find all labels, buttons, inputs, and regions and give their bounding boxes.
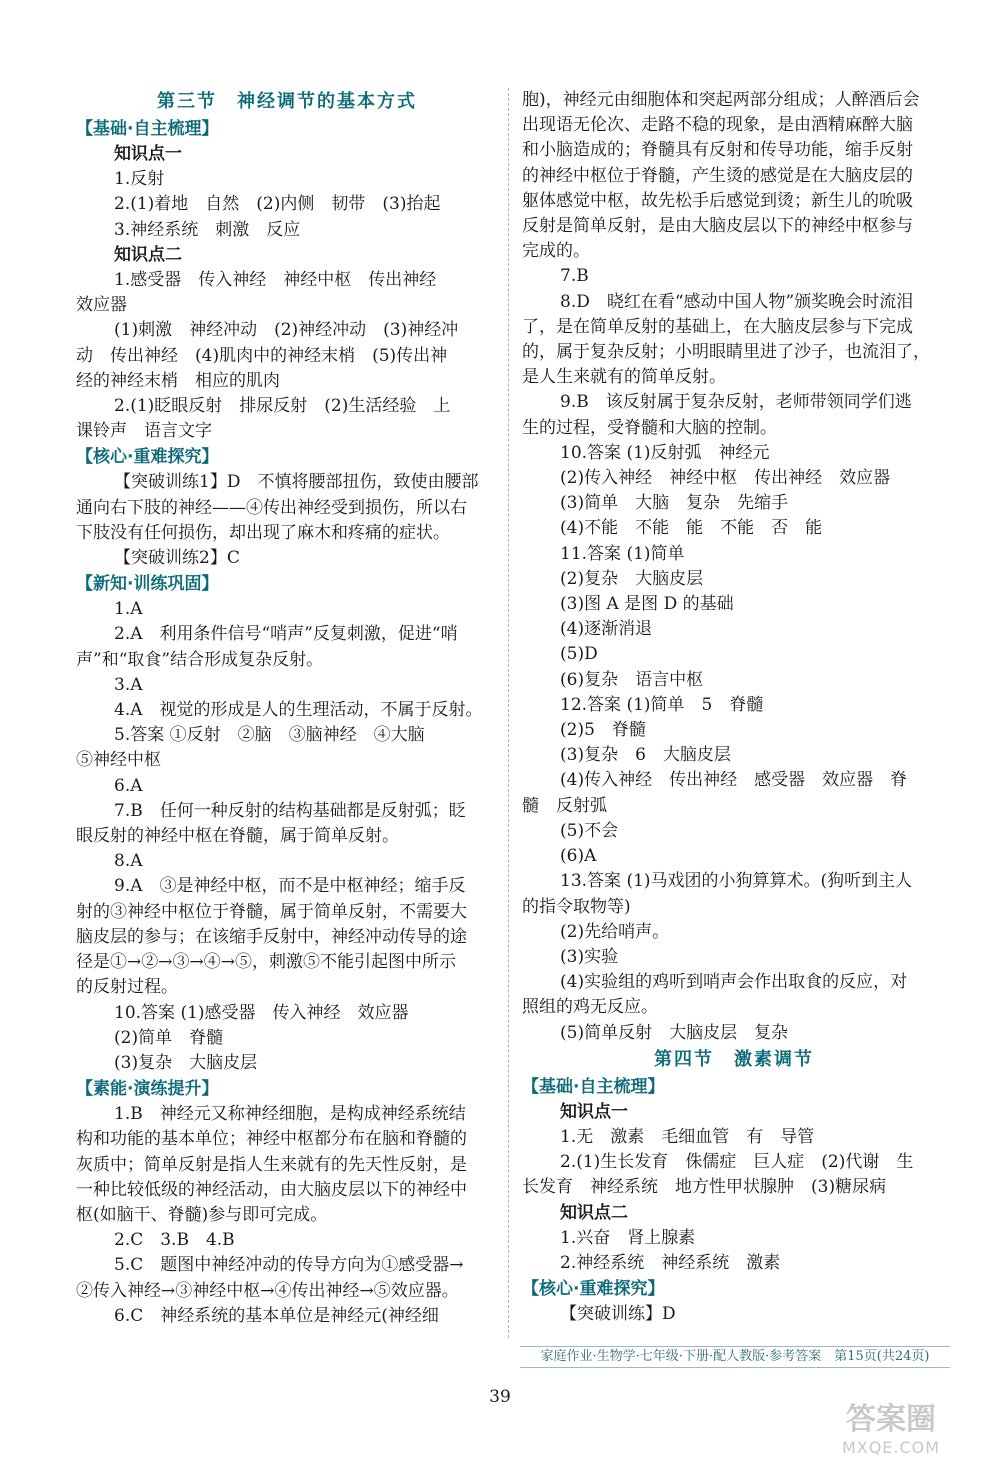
text-line: 2.(1)生长发育 侏儒症 巨人症 (2)代谢 生: [560, 1152, 914, 1173]
text-line: 1.反射: [114, 169, 165, 190]
text-line: 9.A ③是神经中枢，而不是中枢神经；缩手反: [114, 876, 466, 897]
text-line: 2.(1)眨眼反射 排尿反射 (2)生活经验 上: [114, 396, 451, 417]
text-line: 一种比较低级的神经活动，由大脑皮层以下的神经中: [76, 1179, 467, 1200]
text-line: 1.A: [114, 599, 143, 620]
watermark-logo: [806, 1402, 976, 1462]
text-line: (4)实验组的鸡听到哨声会作出取食的反应，对: [560, 972, 908, 993]
text-line: (4)传入神经 传出神经 感受器 效应器 脊: [560, 770, 908, 791]
text-line: (3)复杂 6 大脑皮层: [560, 745, 731, 766]
text-line: (3)复杂 大脑皮层: [114, 1052, 258, 1073]
column-divider: [508, 88, 509, 1338]
text-line: 下肢没有任何损伤，却出现了麻木和疼痛的症状。: [76, 522, 450, 543]
text-line: 11.答案 (1)简单: [560, 543, 685, 564]
text-line: 动 传出神经 (4)肌肉中的神经末梢 (5)传出神: [76, 345, 448, 366]
text-line: 【突破训练2】C: [114, 548, 240, 569]
text-line: 知识点二: [114, 244, 182, 265]
right-column: [522, 88, 946, 1327]
text-line: 9.B 该反射属于复杂反射，老师带领同学们逃: [560, 392, 912, 413]
text-line: (2)5 脊髓: [560, 720, 646, 741]
text-line: 出现语无伦次、走路不稳的现象，是由酒精麻醉大脑: [522, 115, 913, 136]
text-line: 7.B: [560, 266, 589, 287]
text-line: 胞)，神经元由细胞体和突起两部分组成；人醉酒后会: [522, 90, 920, 110]
text-line: 2.C 3.B 4.B: [114, 1230, 235, 1251]
text-line: (4)逐渐消退: [560, 619, 653, 640]
text-line: 的神经中枢位于脊髓，产生烫的感觉是在大脑皮层的: [522, 165, 913, 186]
text-line: 脑皮层的参与；在该缩手反射中，神经冲动传导的途: [76, 926, 467, 947]
text-line: (2)简单 脊髓: [114, 1027, 224, 1048]
text-line: 构和功能的基本单位；神经中枢都分布在脑和脊髓的: [76, 1129, 467, 1150]
text-line: 8.D 晓红在看“感动中国人物”颁奖晚会时流泪: [560, 291, 914, 312]
section-header: 【基础·自主梳理】: [522, 1076, 665, 1097]
text-line: 12.答案 (1)简单 5 脊髓: [560, 694, 764, 715]
text-line: 的反射过程。: [76, 977, 178, 998]
text-line: ⑤神经中枢: [76, 750, 161, 771]
section-title: 第四节 激素调节: [654, 1048, 814, 1070]
text-line: (5)D: [560, 644, 598, 665]
text-line: 10.答案 (1)感受器 传入神经 效应器: [114, 1002, 409, 1023]
text-line: 【突破训练1】D 不慎将腰部扭伤，致使由腰部: [114, 472, 479, 493]
text-line: (1)刺激 神经冲动 (2)神经冲动 (3)神经冲: [114, 320, 459, 341]
text-line: 1.兴奋 肾上腺素: [560, 1227, 696, 1248]
text-line: 课铃声 语言文字: [76, 421, 212, 442]
text-line: 知识点一: [560, 1101, 628, 1122]
text-line: 7.B 任何一种反射的结构基础都是反射弧；眨: [114, 800, 466, 821]
text-line: 1.无 激素 毛细血管 有 导管: [560, 1126, 815, 1147]
text-line: (5)不会: [560, 820, 619, 841]
text-line: 的，属于复杂反射；小明眼睛里进了沙子，也流泪了，: [522, 342, 930, 363]
text-line: 【突破训练】D: [560, 1304, 676, 1325]
text-line: (3)实验: [560, 946, 619, 967]
text-line: 髓 反射弧: [522, 795, 607, 816]
text-line: (4)不能 不能 能 不能 否 能: [560, 518, 823, 539]
text-line: 生的过程，受脊髓和大脑的控制。: [522, 417, 777, 438]
text-line: 8.A: [114, 851, 143, 872]
left-column: [76, 88, 498, 1329]
text-line: 完成的。: [522, 241, 590, 262]
text-line: 3.神经系统 刺激 反应: [114, 219, 301, 240]
section-title: 第三节 神经调节的基本方式: [157, 91, 417, 112]
text-line: (2)复杂 大脑皮层: [560, 568, 704, 589]
text-line: 通向右下肢的神经——④传出神经受到损伤，所以右: [76, 497, 467, 518]
text-line: 1.感受器 传入神经 神经中枢 传出神经: [114, 270, 437, 291]
text-line: (2)先给哨声。: [560, 921, 670, 942]
section-header: 【新知·训练巩固】: [76, 574, 219, 595]
text-line: 枢(如脑干、脊髓)参与即可完成。: [76, 1204, 328, 1225]
section-header: 【素能·演练提升】: [76, 1079, 219, 1100]
watermark-text: 答案圈: [846, 1402, 936, 1437]
text-line: 4.A 视觉的形成是人的生理活动，不属于反射。: [114, 700, 483, 721]
watermark-url: MXQE.COM: [841, 1438, 941, 1457]
text-line: (6)A: [560, 846, 597, 867]
text-line: 13.答案 (1)马戏团的小狗算算术。(狗听到主人: [560, 871, 913, 892]
text-line: 5.答案 ①反射 ②脑 ③脑神经 ④大脑: [114, 725, 425, 746]
text-line: 眼反射的神经中枢在脊髓，属于简单反射。: [76, 826, 399, 847]
text-line: 的指令取物等): [522, 896, 631, 917]
text-line: 反射是简单反射，是由大脑皮层以下的神经中枢参与: [522, 216, 913, 237]
text-line: 6.A: [114, 775, 143, 796]
text-line: 径是①→②→③→④→⑤，刺激⑤不能引起图中所示: [76, 952, 456, 973]
text-line: 经的神经末梢 相应的肌肉: [76, 370, 280, 391]
text-line: 3.A: [114, 674, 143, 695]
text-line: 灰质中；简单反射是指人生来就有的先天性反射，是: [76, 1154, 467, 1175]
text-line: 6.C 神经系统的基本单位是神经元(神经细: [114, 1305, 439, 1326]
section-header: 【核心·重难探究】: [522, 1279, 665, 1300]
text-line: ②传入神经→③神经中枢→④传出神经→⑤效应器。: [76, 1280, 459, 1301]
text-line: (6)复杂 语言中枢: [560, 669, 704, 690]
text-line: (3)图 A 是图 D 的基础: [560, 594, 734, 615]
text-line: 射的③神经中枢位于脊髓，属于简单反射，不需要大: [76, 901, 467, 922]
page-number: 39: [489, 1387, 511, 1407]
text-line: 知识点一: [114, 144, 182, 164]
text-line: 和小脑造成的；脊髓具有反射和传导功能，缩手反射: [522, 140, 913, 161]
section-header: 【基础·自主梳理】: [76, 119, 219, 139]
text-line: 2.(1)着地 自然 (2)内侧 韧带 (3)抬起: [114, 194, 441, 215]
text-line: 了，是在简单反射的基础上，在大脑皮层参与下完成: [522, 316, 913, 337]
text-line: (2)传入神经 神经中枢 传出神经 效应器: [560, 468, 891, 489]
text-line: 知识点二: [560, 1202, 628, 1223]
text-line: 效应器: [76, 295, 127, 316]
text-line: (3)简单 大脑 复杂 先缩手: [560, 493, 789, 514]
text-line: 长发育 神经系统 地方性甲状腺肿 (3)糖尿病: [522, 1177, 887, 1198]
text-line: 10.答案 (1)反射弧 神经元: [560, 442, 770, 463]
text-line: 2.A 利用条件信号“哨声”反复刺激，促进“哨: [114, 624, 458, 645]
text-line: 1.B 神经元又称神经细胞，是构成神经系统结: [114, 1104, 466, 1125]
text-line: 声”和“取食”结合形成复杂反射。: [76, 649, 324, 670]
text-line: 5.C 题图中神经冲动的传导方向为①感受器→: [114, 1255, 464, 1276]
text-line: 躯体感觉中枢，故先松手后感觉到烫；新生儿的吮吸: [522, 190, 913, 211]
text-line: 照组的鸡无反应。: [522, 997, 658, 1018]
text-line: 是人生来就有的简单反射。: [522, 367, 726, 388]
page-footer: 家庭作业·生物学·七年级·下册·配人教版·参考答案 第15页(共24页): [520, 1346, 950, 1368]
text-line: (5)简单反射 大脑皮层 复杂: [560, 1022, 789, 1043]
text-line: 2.神经系统 神经系统 激素: [560, 1252, 781, 1273]
section-header: 【核心·重难探究】: [76, 447, 219, 468]
